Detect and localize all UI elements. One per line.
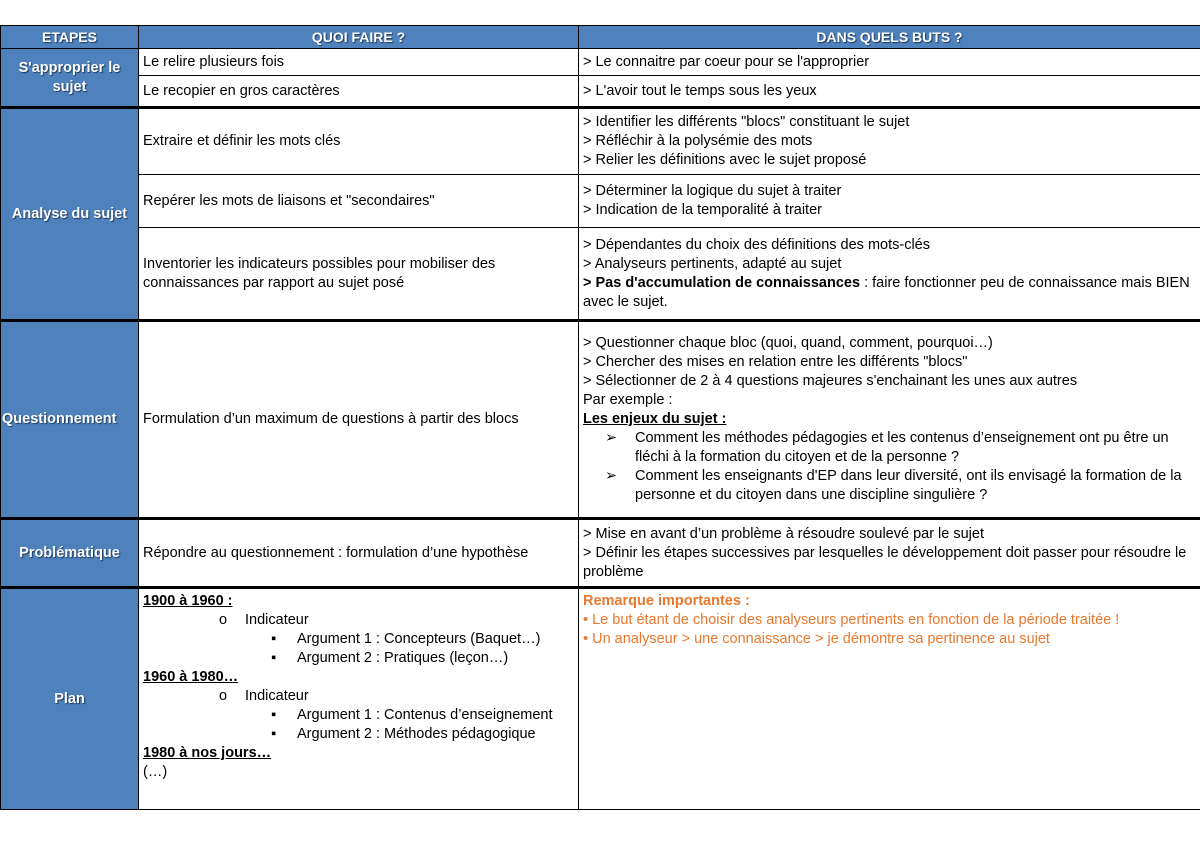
table-row <box>1 519 1200 588</box>
argument-text: Argument 2 : Pratiques (leçon…) <box>297 650 509 666</box>
header-dans-quels-buts: DANS QUELS BUTS ? <box>579 26 1200 49</box>
buts-line: > Identifier les différents "blocs" constituant le sujet <box>583 114 910 130</box>
buts-bold-text: > Pas d'accumulation de connaissances <box>583 274 861 291</box>
remarque-line: • Un analyseur > une connaissance > je démontre sa pertinence au sujet <box>583 631 1050 647</box>
etape-approprier: S'approprier le sujet <box>1 49 139 108</box>
list-item <box>143 706 574 725</box>
remarque-cell <box>579 588 1200 810</box>
indicateur-label: Indicateur <box>245 688 309 704</box>
enjeu-text: Comment les méthodes pédagogies et les contenus d’enseignement ont pu être un fléchi à la formation du citoyen et de la personne ? <box>635 430 1169 465</box>
table-row <box>1 49 1200 76</box>
plan-cell <box>139 588 579 810</box>
remarque-line: • Le but étant de choisir des analyseurs pertinents en fonction de la période traitée ! <box>583 612 1120 628</box>
square-bullet-icon: ▪ <box>271 707 277 723</box>
arrow-bullet-icon: ➢ <box>605 430 618 446</box>
buts-line: > Indication de la temporalité à traiter <box>583 202 822 218</box>
quoi-cell: Le relire plusieurs fois <box>139 49 579 76</box>
header-quoi-faire: QUOI FAIRE ? <box>139 26 579 49</box>
list-item <box>143 611 574 630</box>
quoi-cell: Extraire et définir les mots clés <box>139 108 579 175</box>
table-row <box>1 76 1200 108</box>
square-bullet-icon: ▪ <box>271 650 277 666</box>
quoi-cell: Inventorier les indicateurs possibles pour mobiliser des connaissances par rapport au sujet posé <box>139 228 579 321</box>
square-bullet-icon: ▪ <box>271 726 277 742</box>
table-row <box>1 321 1200 519</box>
buts-cell <box>579 108 1200 175</box>
etape-problematique: Problématique <box>1 519 139 588</box>
list-item <box>143 687 574 706</box>
methodology-table <box>0 25 1200 810</box>
period-title: 1980 à nos jours… <box>143 745 272 761</box>
table-row <box>1 588 1200 810</box>
circle-bullet-icon: o <box>219 688 228 704</box>
buts-cell <box>579 228 1200 321</box>
arrow-bullet-icon: ➢ <box>605 468 618 484</box>
buts-cell <box>579 519 1200 588</box>
buts-cell <box>579 321 1200 519</box>
quoi-cell: Repérer les mots de liaisons et "secondaires" <box>139 175 579 228</box>
buts-line: > Questionner chaque bloc (quoi, quand, comment, pourquoi…) <box>583 335 993 351</box>
buts-line: > Sélectionner de 2 à 4 questions majeures s'enchainant les unes aux autres <box>583 373 1078 389</box>
buts-line: > Définir les étapes successives par lesquelles le développement doit passer pour résoudre le problème <box>583 544 1187 580</box>
period-title: 1900 à 1960 : <box>143 593 233 609</box>
buts-line: > Relier les définitions avec le sujet proposé <box>583 152 867 168</box>
buts-line: Par exemple : <box>583 392 673 408</box>
argument-text: Argument 2 : Méthodes pédagogique <box>297 726 536 742</box>
quoi-cell: Répondre au questionnement : formulation d’une hypothèse <box>139 519 579 588</box>
table-row <box>1 108 1200 175</box>
buts-line: > Mise en avant d’un problème à résoudre soulevé par le sujet <box>583 525 985 542</box>
circle-bullet-icon: o <box>219 612 228 628</box>
header-row <box>1 26 1200 49</box>
table-row <box>1 175 1200 228</box>
etape-plan: Plan <box>1 588 139 810</box>
buts-rest-text: : faire fonctionner peu de connaissance mais BIEN avec le sujet. <box>583 274 1190 310</box>
buts-line: > Chercher des mises en relation entre les différents "blocs" <box>583 354 968 370</box>
buts-line: > Analyseurs pertinents, adapté au sujet <box>583 255 842 272</box>
buts-cell: > Le connaitre par coeur pour se l'approprier <box>579 49 1200 76</box>
ellipsis-text: (…) <box>143 764 168 780</box>
period-title: 1960 à 1980… <box>143 669 239 685</box>
list-item <box>143 725 574 744</box>
remarque-title: Remarque importantes : <box>583 593 750 609</box>
buts-line: > Réfléchir à la polysémie des mots <box>583 133 813 149</box>
header-etapes: ETAPES <box>1 26 139 49</box>
list-item <box>143 630 574 649</box>
buts-line: > Déterminer la logique du sujet à traiter <box>583 183 842 199</box>
list-item <box>583 467 1196 505</box>
etape-questionnement: Questionnement <box>1 321 139 519</box>
argument-text: Argument 1 : Concepteurs (Baquet…) <box>297 631 541 647</box>
buts-cell <box>579 175 1200 228</box>
indicateur-label: Indicateur <box>245 612 309 628</box>
etape-analyse: Analyse du sujet <box>1 108 139 321</box>
buts-line <box>583 274 1196 312</box>
enjeux-title: Les enjeux du sujet : <box>583 411 727 427</box>
enjeu-text: Comment les enseignants d'EP dans leur diversité, ont ils envisagé la formation de la personne et du citoyen dans une discipline singulière ? <box>635 468 1182 503</box>
list-item <box>583 429 1196 467</box>
buts-line: > Dépendantes du choix des définitions des mots-clés <box>583 236 930 253</box>
square-bullet-icon: ▪ <box>271 631 277 647</box>
list-item <box>143 649 574 668</box>
argument-text: Argument 1 : Contenus d’enseignement <box>297 707 553 723</box>
quoi-cell: Formulation d’un maximum de questions à partir des blocs <box>139 321 579 519</box>
table-row <box>1 228 1200 321</box>
quoi-cell: Le recopier en gros caractères <box>139 76 579 108</box>
buts-cell: > L'avoir tout le temps sous les yeux <box>579 76 1200 108</box>
